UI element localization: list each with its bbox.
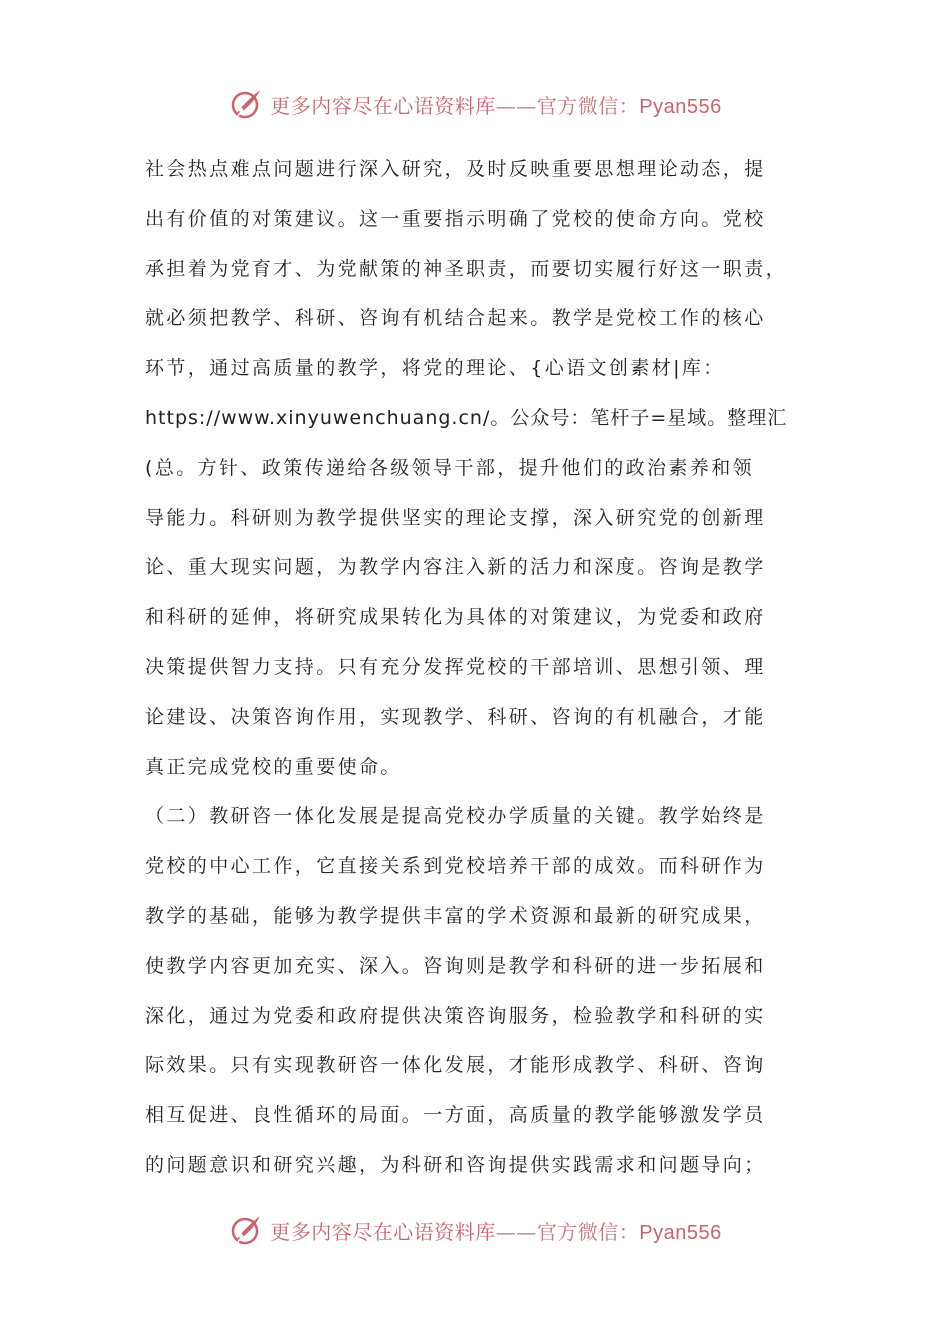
text-line: 就必须把教学、科研、咨询有机结合起来。教学是党校工作的核心 — [145, 307, 766, 330]
text-line: 和科研的延伸，将研究成果转化为具体的对策建议，为党委和政府 — [145, 606, 766, 629]
section-heading-line: （二）教研咨一体化发展是提高党校办学质量的关键。教学始终是 — [145, 805, 766, 828]
text-line: (总。方针、政策传递给各级领导干部，提升他们的政治素养和领 — [145, 456, 755, 479]
footer-watermark-banner — [0, 1210, 950, 1250]
banner-separator: —— — [495, 93, 537, 118]
quill-pen-logo-icon — [228, 1212, 264, 1248]
text-line: 论建设、决策咨询作用，实现教学、科研、咨询的有机融合，才能 — [145, 705, 766, 728]
text-line: 党校的中心工作，它直接关系到党校培养干部的成效。而科研作为 — [145, 855, 766, 878]
text-line: 决策提供智力支持。只有充分发挥党校的干部培训、思想引领、理 — [145, 655, 766, 678]
banner-text — [270, 1216, 721, 1245]
quill-pen-logo-icon — [228, 86, 264, 122]
header-watermark-banner — [0, 84, 950, 124]
text-line: 际效果。只有实现教研咨一体化发展，才能形成教学、科研、咨询 — [145, 1054, 766, 1077]
text-line: 深化，通过为党委和政府提供决策咨询服务，检验教学和科研的实 — [145, 1004, 766, 1027]
text-line: 环节，通过高质量的教学，将党的理论、{心语文创素材|库： — [145, 357, 725, 380]
text-line-url: https://www.xinyuwenchuang.cn/。公众号：笔杆子=星域。整理汇 — [145, 406, 788, 429]
text-line: 真正完成党校的重要使命。 — [145, 755, 402, 778]
text-line: 相互促进、良性循环的局面。一方面，高质量的教学能够激发学员 — [145, 1104, 766, 1127]
text-line: 教学的基础，能够为教学提供丰富的学术资源和最新的研究成果， — [145, 904, 766, 927]
text-line: 使教学内容更加充实、深入。咨询则是教学和科研的进一步拓展和 — [145, 954, 766, 977]
text-line: 承担着为党育才、为党献策的神圣职责，而要切实履行好这一职责， — [145, 257, 788, 280]
banner-main-text: 更多内容尽在心语资料库 — [270, 93, 496, 118]
banner-wechat-id: Pyan556 — [639, 1221, 722, 1244]
text-line: 出有价值的对策建议。这一重要指示明确了党校的使命方向。党校 — [145, 207, 766, 230]
text-line: 的问题意识和研究兴趣，为科研和咨询提供实践需求和问题导向； — [145, 1153, 766, 1176]
text-line: 导能力。科研则为教学提供坚实的理论支撑，深入研究党的创新理 — [145, 506, 766, 529]
document-body — [145, 145, 810, 1191]
banner-text — [270, 90, 721, 119]
banner-main-text: 更多内容尽在心语资料库 — [270, 1219, 496, 1244]
banner-wechat-label: 官方微信： — [536, 93, 640, 118]
banner-separator: —— — [495, 1219, 537, 1244]
text-line: 论、重大现实问题，为教学内容注入新的活力和深度。咨询是教学 — [145, 556, 766, 579]
text-line: 社会热点难点问题进行深入研究，及时反映重要思想理论动态，提 — [145, 158, 766, 180]
banner-wechat-label: 官方微信： — [536, 1219, 640, 1244]
banner-wechat-id: Pyan556 — [639, 95, 722, 118]
